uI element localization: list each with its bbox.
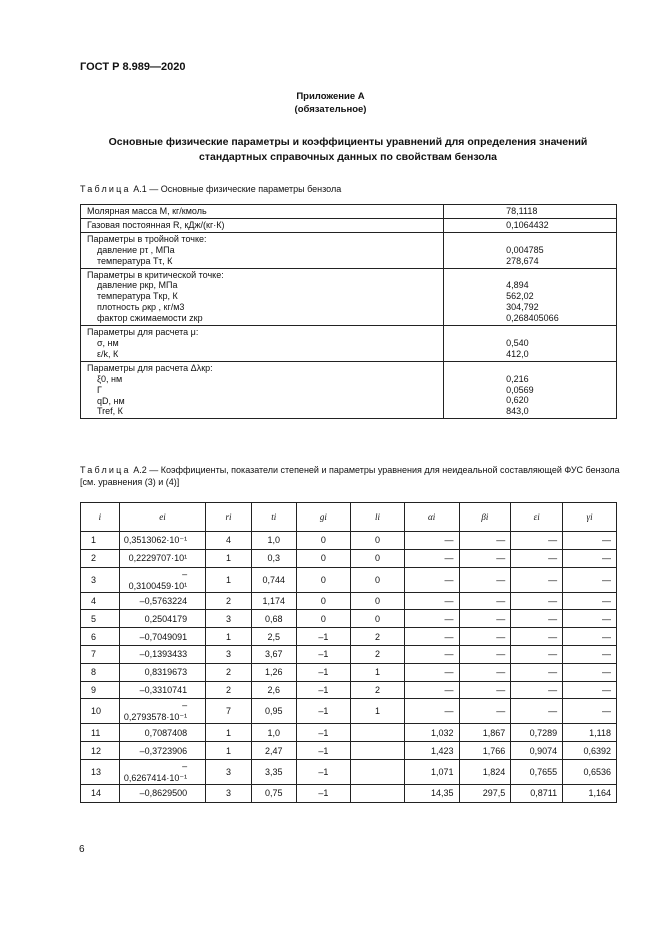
table-cell: —	[459, 549, 511, 567]
table-cell: —	[511, 567, 563, 592]
param-value: 0,268405066	[506, 313, 559, 324]
table-cell: 1,26	[251, 663, 296, 681]
table-cell: 0,6392	[563, 742, 617, 760]
table-cell: —	[563, 610, 617, 628]
table2-caption	[80, 464, 620, 488]
table-cell: 3	[81, 567, 120, 592]
table-row	[81, 610, 617, 628]
table-cell: —	[404, 699, 459, 724]
table-cell: 0	[351, 610, 405, 628]
table-cell: 1,164	[563, 784, 617, 802]
table-cell: –0,2793578·10⁻¹	[119, 699, 205, 724]
table-cell: 3	[206, 784, 252, 802]
table-cell: 0,68	[251, 610, 296, 628]
table-cell: 1,032	[404, 724, 459, 742]
table-cell: 7	[206, 699, 252, 724]
param-label: давление pкр, МПа	[97, 280, 178, 291]
table-cell: Молярная масса M, кг/кмоль	[81, 205, 444, 219]
table-cell: —	[404, 681, 459, 699]
physical-parameters-table	[80, 204, 617, 419]
param-label: температура Tкр, К	[97, 291, 178, 302]
param-label: ε/k, К	[97, 348, 119, 359]
table-row	[81, 663, 617, 681]
table-row	[81, 681, 617, 699]
table-cell: —	[404, 663, 459, 681]
table1-caption	[80, 183, 341, 195]
param-value: 562,02	[506, 291, 534, 302]
table-cell: —	[459, 532, 511, 550]
param-value: 278,674	[506, 255, 539, 266]
table-cell: —	[563, 699, 617, 724]
table-cell: 3	[206, 610, 252, 628]
param-value: 304,792	[506, 302, 539, 313]
table-cell: 4	[81, 592, 120, 610]
table-row	[81, 205, 617, 219]
param-value: 412,0	[506, 348, 529, 359]
table-cell: –0,5763224	[119, 592, 205, 610]
table-row	[81, 699, 617, 724]
table-cell: 2,6	[251, 681, 296, 699]
table-cell: 0	[296, 610, 351, 628]
table-cell: Газовая постоянная R, кДж/(кг·К)	[81, 218, 444, 232]
table-cell: 2	[81, 549, 120, 567]
table-cell: 2	[206, 663, 252, 681]
table1-caption-text: — Основные физические параметры бензола	[149, 184, 342, 194]
table-cell: 2	[351, 645, 405, 663]
table-cell: 7	[81, 645, 120, 663]
table-cell: 0,75	[251, 784, 296, 802]
table-cell: –1	[296, 628, 351, 646]
table1-caption-num: А.1	[133, 184, 147, 194]
table-cell: –0,7049091	[119, 628, 205, 646]
col-header-r: ri	[206, 503, 252, 532]
param-label: Г	[97, 384, 102, 395]
table-cell: 1	[206, 628, 252, 646]
table-cell	[351, 724, 405, 742]
table-cell: 0,8319673	[119, 663, 205, 681]
table-cell: —	[563, 592, 617, 610]
table-row	[81, 742, 617, 760]
table-cell: 9	[81, 681, 120, 699]
table-cell: 0	[296, 592, 351, 610]
col-header-t: ti	[251, 503, 296, 532]
table-cell: 0,2229707·10¹	[119, 549, 205, 567]
table-cell: 0	[351, 592, 405, 610]
table-cell: —	[511, 699, 563, 724]
table-cell: —	[459, 567, 511, 592]
table-cell: —	[459, 628, 511, 646]
table-row	[81, 759, 617, 784]
param-value: 0,216	[506, 373, 529, 384]
table-cell: 2	[351, 628, 405, 646]
table-cell: 0	[296, 567, 351, 592]
table-cell: 1	[81, 532, 120, 550]
table-cell: 3,35	[251, 759, 296, 784]
table-cell: 0,3	[251, 549, 296, 567]
appendix-heading-line2: стандартных справочных данных по свойствам бензола	[199, 151, 497, 163]
param-value: 0,004785	[506, 244, 544, 255]
param-label: σ, нм	[97, 337, 119, 348]
group-title: Параметры в критической точке:	[87, 269, 224, 280]
table-cell: —	[511, 610, 563, 628]
table-cell: –1	[296, 742, 351, 760]
table-cell: —	[404, 567, 459, 592]
table-row	[81, 628, 617, 646]
table-cell: 1	[206, 742, 252, 760]
table1-caption-prefix: Таблица	[80, 184, 131, 194]
table-cell: 0	[296, 549, 351, 567]
param-value: 0,620	[506, 395, 529, 406]
table-cell: 297,5	[459, 784, 511, 802]
table-cell	[81, 361, 444, 419]
table-cell	[81, 326, 444, 362]
table2-caption-num: А.2	[133, 465, 147, 475]
param-label: плотность ρкр , кг/м3	[97, 302, 185, 313]
table-row	[81, 645, 617, 663]
table-cell	[351, 742, 405, 760]
table-cell: 78,1118	[444, 205, 617, 219]
table-cell: —	[563, 645, 617, 663]
table-cell: 1,766	[459, 742, 511, 760]
table-cell: —	[511, 628, 563, 646]
col-header-beta: βi	[459, 503, 511, 532]
table-cell: 1,423	[404, 742, 459, 760]
col-header-alpha: αi	[404, 503, 459, 532]
table-cell: —	[459, 610, 511, 628]
table-cell: —	[459, 645, 511, 663]
table-cell: —	[404, 592, 459, 610]
table-cell: 1	[351, 663, 405, 681]
table-row	[81, 549, 617, 567]
table-cell: –1	[296, 663, 351, 681]
table-cell: —	[563, 681, 617, 699]
param-label: фактор сжимаемости zкр	[97, 313, 203, 324]
param-label: температура Tτ, К	[97, 255, 173, 266]
group-title: Параметры в тройной точке:	[87, 233, 207, 244]
col-header-l: li	[351, 503, 405, 532]
table-cell: 1,071	[404, 759, 459, 784]
table-cell: —	[404, 610, 459, 628]
table-cell: 5	[81, 610, 120, 628]
table2-caption-text: — Коэффициенты, показатели степеней и параметры уравнения для неидеальной составляющей ФУС бензола [см. уравнения (3) и (4)]	[80, 465, 620, 487]
table-cell	[444, 326, 617, 362]
table-cell: 3	[206, 645, 252, 663]
param-value: 843,0	[506, 406, 529, 417]
appendix-title: Приложение А	[296, 91, 365, 102]
table-cell: 8	[81, 663, 120, 681]
table-cell: –1	[296, 645, 351, 663]
appendix-heading	[80, 135, 616, 165]
table-cell: 13	[81, 759, 120, 784]
table-cell: 0,7655	[511, 759, 563, 784]
table-row	[81, 268, 617, 326]
table-cell: –1	[296, 784, 351, 802]
table-row	[81, 724, 617, 742]
table-cell: 0,2504179	[119, 610, 205, 628]
standard-header: ГОСТ Р 8.989—2020	[80, 61, 186, 73]
table-cell: —	[511, 645, 563, 663]
table-cell: —	[459, 699, 511, 724]
table-cell: —	[404, 645, 459, 663]
table-cell: 0,744	[251, 567, 296, 592]
table-cell: 0,3513062·10⁻¹	[119, 532, 205, 550]
table-cell: —	[459, 681, 511, 699]
table-cell: –0,3310741	[119, 681, 205, 699]
table-cell: 11	[81, 724, 120, 742]
table-cell: 0,9074	[511, 742, 563, 760]
table-header-row	[81, 503, 617, 532]
table-cell: —	[511, 532, 563, 550]
col-header-g: gi	[296, 503, 351, 532]
param-label: Tref, К	[97, 406, 123, 417]
table-cell	[444, 361, 617, 419]
table-cell: 0,7289	[511, 724, 563, 742]
table-cell	[444, 268, 617, 326]
table-cell: 0,7087408	[119, 724, 205, 742]
table-cell: 4	[206, 532, 252, 550]
table-cell: 6	[81, 628, 120, 646]
table-cell: 0	[296, 532, 351, 550]
table-cell	[351, 759, 405, 784]
table-cell: 0	[351, 567, 405, 592]
table-cell: 12	[81, 742, 120, 760]
table-cell: –0,1393433	[119, 645, 205, 663]
table-cell: —	[563, 549, 617, 567]
table-cell: 1	[351, 699, 405, 724]
table-cell	[444, 232, 617, 268]
table-cell: 1,867	[459, 724, 511, 742]
param-value: 0,540	[506, 337, 529, 348]
table-row	[81, 567, 617, 592]
table-row	[81, 218, 617, 232]
table-cell: 0	[351, 532, 405, 550]
coefficients-table	[80, 502, 617, 803]
table2-caption-prefix: Таблица	[80, 465, 131, 475]
col-header-epsilon: εi	[511, 503, 563, 532]
col-header-e: ei	[119, 503, 205, 532]
table-row	[81, 592, 617, 610]
table-cell: –1	[296, 699, 351, 724]
table-cell: 0,1064432	[444, 218, 617, 232]
table-cell: –0,6267414·10⁻¹	[119, 759, 205, 784]
param-value: 4,894	[506, 280, 529, 291]
table-cell: 2,47	[251, 742, 296, 760]
table-cell: –0,3100459·10¹	[119, 567, 205, 592]
col-header-i: i	[81, 503, 120, 532]
table-cell: —	[459, 663, 511, 681]
table-cell	[351, 784, 405, 802]
table-cell: 1	[206, 567, 252, 592]
table-cell: —	[563, 663, 617, 681]
param-label: ξ0, нм	[97, 373, 123, 384]
table-cell: 14,35	[404, 784, 459, 802]
table-cell: 1	[206, 549, 252, 567]
table-cell: —	[459, 592, 511, 610]
table-cell: —	[511, 592, 563, 610]
col-header-gamma: γi	[563, 503, 617, 532]
table-cell: –1	[296, 759, 351, 784]
table-cell: —	[404, 532, 459, 550]
table-cell: —	[563, 628, 617, 646]
table-cell: —	[404, 549, 459, 567]
param-label: qD, нм	[97, 395, 125, 406]
appendix-heading-line1: Основные физические параметры и коэффициенты уравнений для определения значений	[108, 136, 588, 148]
table-row	[81, 232, 617, 268]
table-cell: 10	[81, 699, 120, 724]
table-cell: —	[511, 681, 563, 699]
table-cell: —	[404, 628, 459, 646]
table-cell: 1,824	[459, 759, 511, 784]
param-value: 0,0569	[506, 384, 534, 395]
table-cell: —	[511, 663, 563, 681]
page-number: 6	[79, 844, 85, 855]
table-cell: 1,174	[251, 592, 296, 610]
group-title: Параметры для расчета Δλкр:	[87, 362, 213, 373]
table-cell: —	[563, 532, 617, 550]
table-cell: 3,67	[251, 645, 296, 663]
table-cell: 1	[206, 724, 252, 742]
table-cell: 2	[206, 592, 252, 610]
group-title: Параметры для расчета μ:	[87, 327, 199, 338]
table-cell: 3	[206, 759, 252, 784]
table-cell: 2	[206, 681, 252, 699]
table-cell	[81, 232, 444, 268]
table-row	[81, 361, 617, 419]
table-cell: –1	[296, 681, 351, 699]
table-cell: 0,95	[251, 699, 296, 724]
table-cell: 1,118	[563, 724, 617, 742]
table-cell: 2,5	[251, 628, 296, 646]
table-cell: 0,8711	[511, 784, 563, 802]
table-cell: 0	[351, 549, 405, 567]
table-row	[81, 326, 617, 362]
param-label: давление pτ , МПа	[97, 244, 175, 255]
table-row	[81, 532, 617, 550]
table-cell	[81, 268, 444, 326]
table-cell: 14	[81, 784, 120, 802]
table-cell: —	[511, 549, 563, 567]
table-cell: —	[563, 567, 617, 592]
table-cell: 2	[351, 681, 405, 699]
table-cell: –0,3723906	[119, 742, 205, 760]
table-cell: –0,8629500	[119, 784, 205, 802]
table-cell: –1	[296, 724, 351, 742]
table-cell: 0,6536	[563, 759, 617, 784]
appendix-status: (обязательное)	[294, 104, 367, 115]
coefficients-table-body	[81, 532, 617, 803]
table-row	[81, 784, 617, 802]
table-cell: 1,0	[251, 532, 296, 550]
table-cell: 1,0	[251, 724, 296, 742]
